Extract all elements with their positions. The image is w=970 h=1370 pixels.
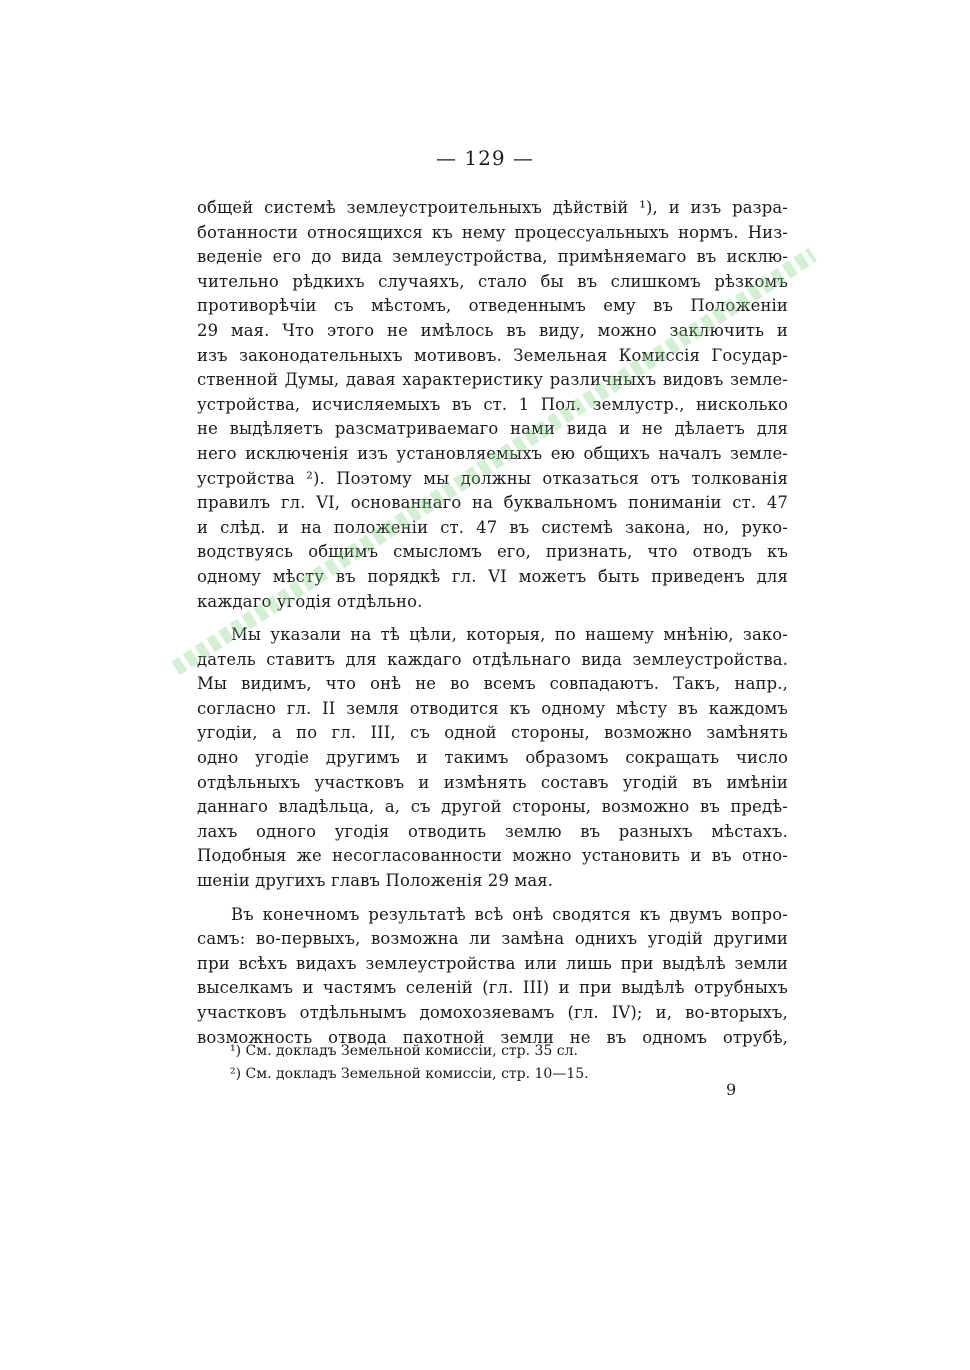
text-line: датель ставитъ для каждаго отдѣльнаго вида землеустройства. (197, 649, 788, 669)
text-line: общей системѣ землеустроительныхъ дѣйствій ¹), и изъ разра- (197, 198, 788, 217)
text-line: него исключенія изъ установляемыхъ ею общихъ началъ земле- (197, 443, 788, 463)
text-line: изъ законодательныхъ мотивовъ. Земельная Комиссія Государ- (197, 345, 788, 365)
text-line: согласно гл. II земля отводится къ одному мѣсту въ каждомъ (197, 698, 788, 718)
text-line: отдѣльныхъ участковъ и измѣнять составъ угодій въ имѣніи (197, 772, 788, 792)
text-line: лахъ одного угодія отводить землю въ разныхъ мѣстахъ. (197, 821, 788, 841)
text-line: Мы видимъ, что онѣ не во всемъ совпадаютъ. Такъ, напр., (197, 674, 788, 694)
text-line: самъ: во-первыхъ, возможна ли замѣна однихъ угодій другими (197, 929, 788, 949)
text-line: одному мѣсту въ порядкѣ гл. VI можетъ быть приведенъ для (197, 566, 788, 586)
text-line: даннаго владѣльца, а, съ другой стороны, возможно въ предѣ- (197, 797, 788, 817)
text-line: ственной Думы, давая характеристику различныхъ видовъ земле- (197, 370, 788, 390)
text-line: участковъ отдѣльнымъ домохозяевамъ (гл. IV); и, во-вторыхъ, (197, 1003, 788, 1022)
text-line: устройства ²). Поэтому мы должны отказаться отъ толкованія (197, 468, 788, 488)
paragraph-gap (197, 614, 788, 623)
text-line: веденіе его до вида землеустройства, примѣняемаго въ исклю- (197, 247, 788, 267)
text-line: устройства, исчисляемыхъ въ ст. 1 Пол. землустр., нисколько (197, 394, 788, 414)
text-line: 29 мая. Что этого не имѣлось въ виду, можно заключить и (197, 320, 788, 340)
text-line: не выдѣляетъ разсматриваемаго нами вида и не дѣлаетъ для (197, 419, 788, 439)
text-line: одно угодіе другимъ и такимъ образомъ сокращать число (197, 748, 788, 768)
text-line: противорѣчіи съ мѣстомъ, отведеннымъ ему въ Положеніи (197, 296, 788, 316)
text-line: Подобныя же несогласованности можно установить и въ отно- (197, 846, 788, 866)
footnotes (230, 1040, 730, 1086)
text-line: Въ конечномъ результатѣ всѣ онѣ сводятся къ двумъ вопро- (231, 904, 788, 924)
main-text (197, 196, 788, 1050)
page-number-top: — 129 — (436, 146, 534, 170)
text-line: и слѣд. и на положеніи ст. 47 въ системѣ закона, но, руко- (197, 517, 788, 537)
text-line: возможность отвода пахотной земли не въ одномъ отрубѣ, (197, 1027, 788, 1047)
text-line: водствуясь общимъ смысломъ его, признать, что отводъ къ (197, 542, 788, 562)
text-line: каждаго угодія отдѣльно. (197, 591, 423, 611)
text-line: при всѣхъ видахъ землеустройства или лишь при выдѣлѣ земли (197, 953, 788, 973)
text-line: выселкамъ и частямъ селеній (гл. III) и при выдѣлѣ отрубныхъ (197, 978, 788, 998)
signature-mark: 9 (726, 1080, 737, 1099)
paragraph-gap (197, 894, 788, 903)
text-line: ботанности относящихся къ нему процессуальныхъ нормъ. Низ- (197, 222, 788, 242)
text-line: угодіи, а по гл. III, съ одной стороны, возможно замѣнять (197, 723, 788, 743)
text-line: чительно рѣдкихъ случаяхъ, стало бы въ слишкомъ рѣзкомъ (197, 271, 788, 291)
text-line: шеніи другихъ главъ Положенія 29 мая. (197, 871, 554, 891)
footnote-2: ²) См. докладъ Земельной комиссіи, стр. 10—15. (230, 1066, 589, 1082)
text-line: Мы указали на тѣ цѣли, которыя, по нашему мнѣнію, зако- (231, 625, 788, 645)
footnote-1: ¹) См. докладъ Земельной комиссіи, стр. 35 сл. (230, 1043, 578, 1059)
text-line: правилъ гл. VI, основаннаго на буквальномъ пониманіи ст. 47 (197, 493, 788, 513)
